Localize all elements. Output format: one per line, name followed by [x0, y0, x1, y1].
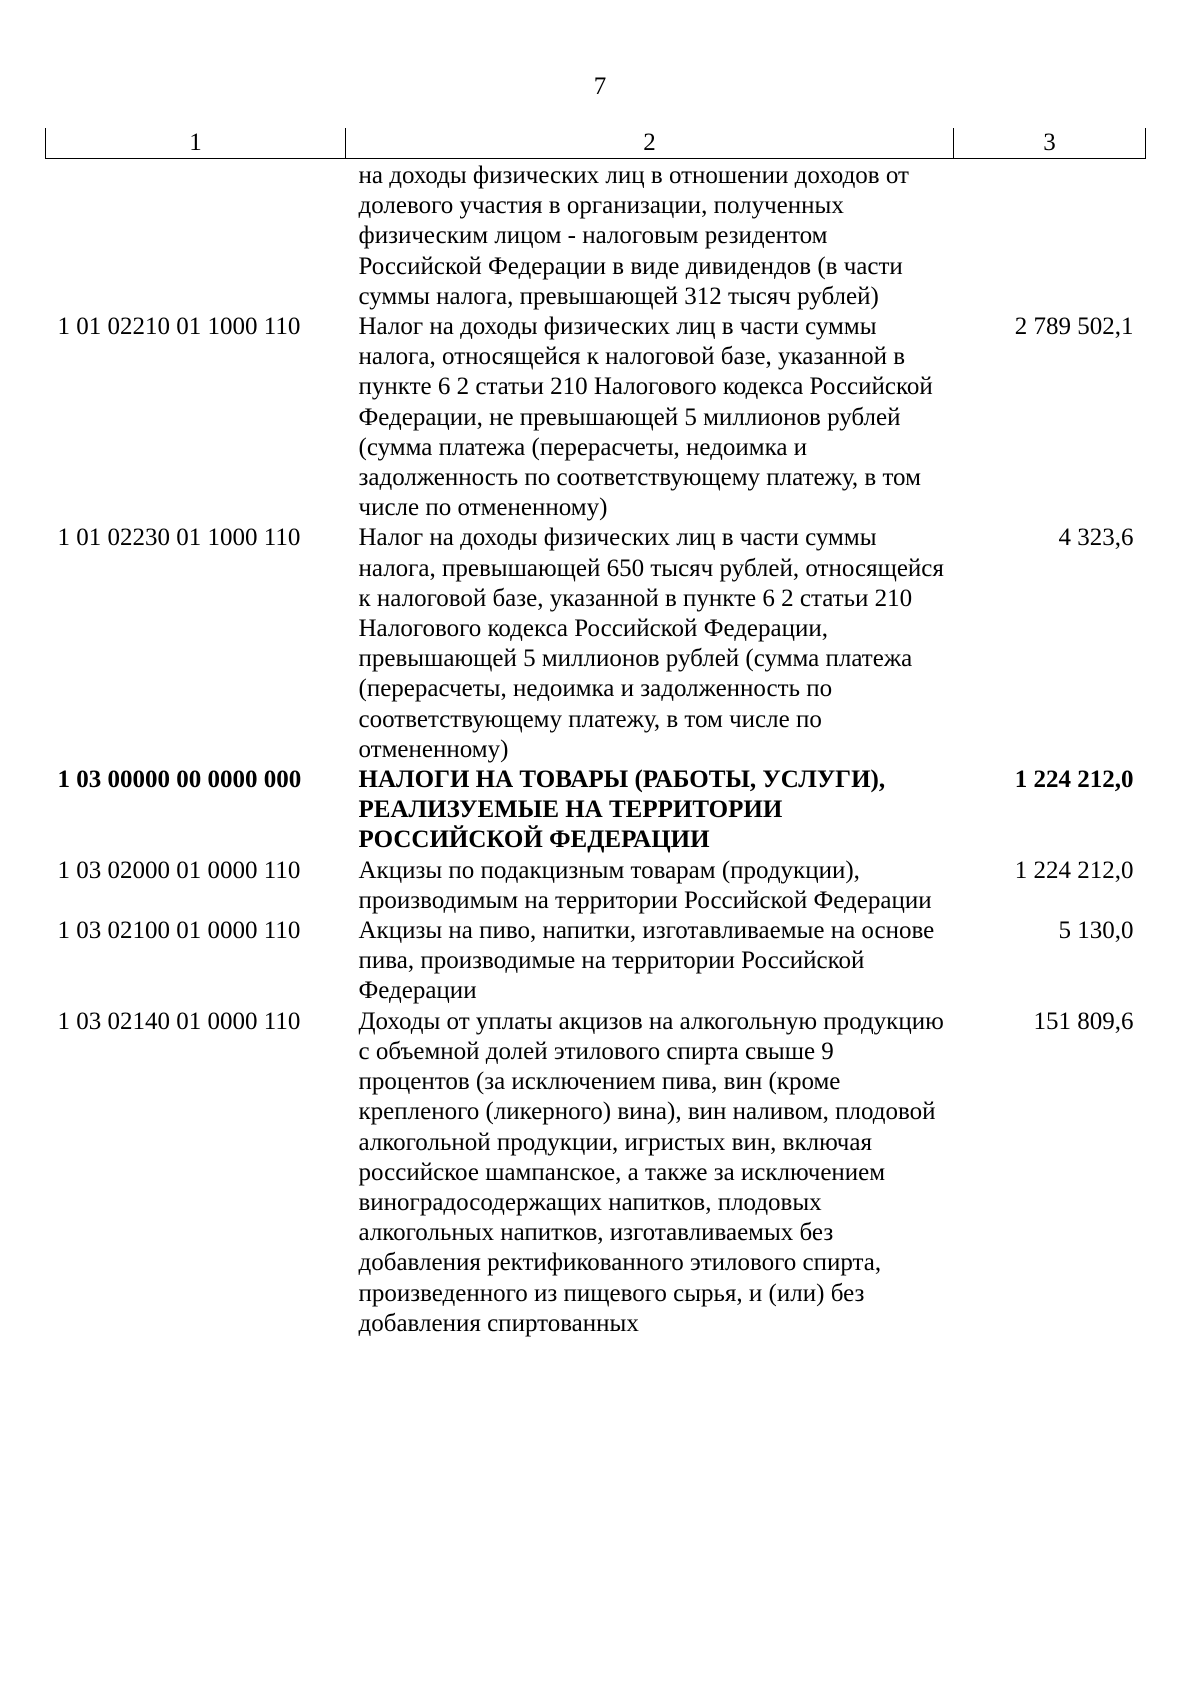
table-row-section [46, 765, 1146, 856]
row-code: 1 01 02230 01 1000 110 [57, 524, 301, 552]
row-code: 1 03 02000 01 0000 110 [57, 856, 301, 884]
table-row [46, 523, 1146, 765]
row-amount [954, 159, 1146, 313]
row-amount: 5 130,0 [1058, 917, 1134, 945]
row-name: Доходы от уплаты акцизов на алкогольную продукцию с объемной долей этилового спирта свыше 9 процентов (за исключением пива, вин (кроме крепленого (ликерного) вина), вин наливом, плодовой алкогольной продукции, игристых вин, включая российское шампанское, а также за исключением виноградосодержащих напитков, плодовых алкогольных напитков, изготавливаемых без добавления ректификованного этилового спирта, произведенного из пищевого сырья, и (или) без добавления спиртованных [358, 1007, 944, 1337]
table-row [46, 159, 1146, 313]
header-col-code: 1 [46, 128, 346, 159]
table-row [46, 916, 1146, 1007]
header-row [46, 128, 1146, 159]
row-amount: 151 809,6 [1033, 1007, 1134, 1035]
row-name: Налог на доходы физических лиц в части суммы налога, превышающей 650 тысяч рублей, относящейся к налоговой базе, указанной в пункте 6 2 статьи 210 Налогового кодекса Российской Федерации, превышающей 5 миллионов рублей (сумма платежа (перерасчеты, недоимка и задолженность по соответствующему платежу, в том числе по отмененному) [358, 524, 944, 763]
row-name: НАЛОГИ НА ТОВАРЫ (РАБОТЫ, УСЛУГИ), РЕАЛИЗУЕМЫЕ НА ТЕРРИТОРИИ РОССИЙСКОЙ ФЕДЕРАЦИИ [358, 766, 886, 854]
row-amount: 4 323,6 [1058, 524, 1134, 552]
row-amount: 2 789 502,1 [1014, 313, 1134, 341]
row-amount: 1 224 212,0 [1014, 856, 1134, 884]
row-name: Акцизы по подакцизным товарам (продукции), производимым на территории Российской Федерации [358, 856, 932, 914]
row-code: 1 03 02140 01 0000 110 [57, 1007, 301, 1035]
row-name: на доходы физических лиц в отношении доходов от долевого участия в организации, полученных физическим лицом - налоговым резидентом Российской Федерации в виде дивидендов (в части суммы налога, превышающей 312 тысяч рублей) [358, 162, 909, 310]
table-body [46, 159, 1146, 1339]
row-amount: 1 224 212,0 [1014, 766, 1134, 794]
header-col-amount: 3 [954, 128, 1146, 159]
row-name: Налог на доходы физических лиц в части суммы налога, относящейся к налоговой базе, указанной в пункте 6 2 статьи 210 Налогового кодекса Российской Федерации, не превышающей 5 миллионов рублей (сумма платежа (перерасчеты, недоимка и задолженность по соответствующему платежу, в том числе по отмененному) [358, 313, 933, 522]
page-number: 7 [593, 73, 607, 100]
row-code [46, 159, 346, 313]
budget-revenue-table [45, 128, 1146, 1339]
table-row [46, 1007, 1146, 1339]
row-code: 1 01 02210 01 1000 110 [57, 313, 301, 341]
row-name: Акцизы на пиво, напитки, изготавливаемые на основе пива, производимые на территории Российской Федерации [358, 917, 935, 1005]
header-col-name: 2 [346, 128, 954, 159]
table-row [46, 856, 1146, 916]
table-header [46, 128, 1146, 159]
row-code: 1 03 02100 01 0000 110 [57, 917, 301, 945]
row-code: 1 03 00000 00 0000 000 [57, 766, 302, 794]
table-row [46, 312, 1146, 523]
